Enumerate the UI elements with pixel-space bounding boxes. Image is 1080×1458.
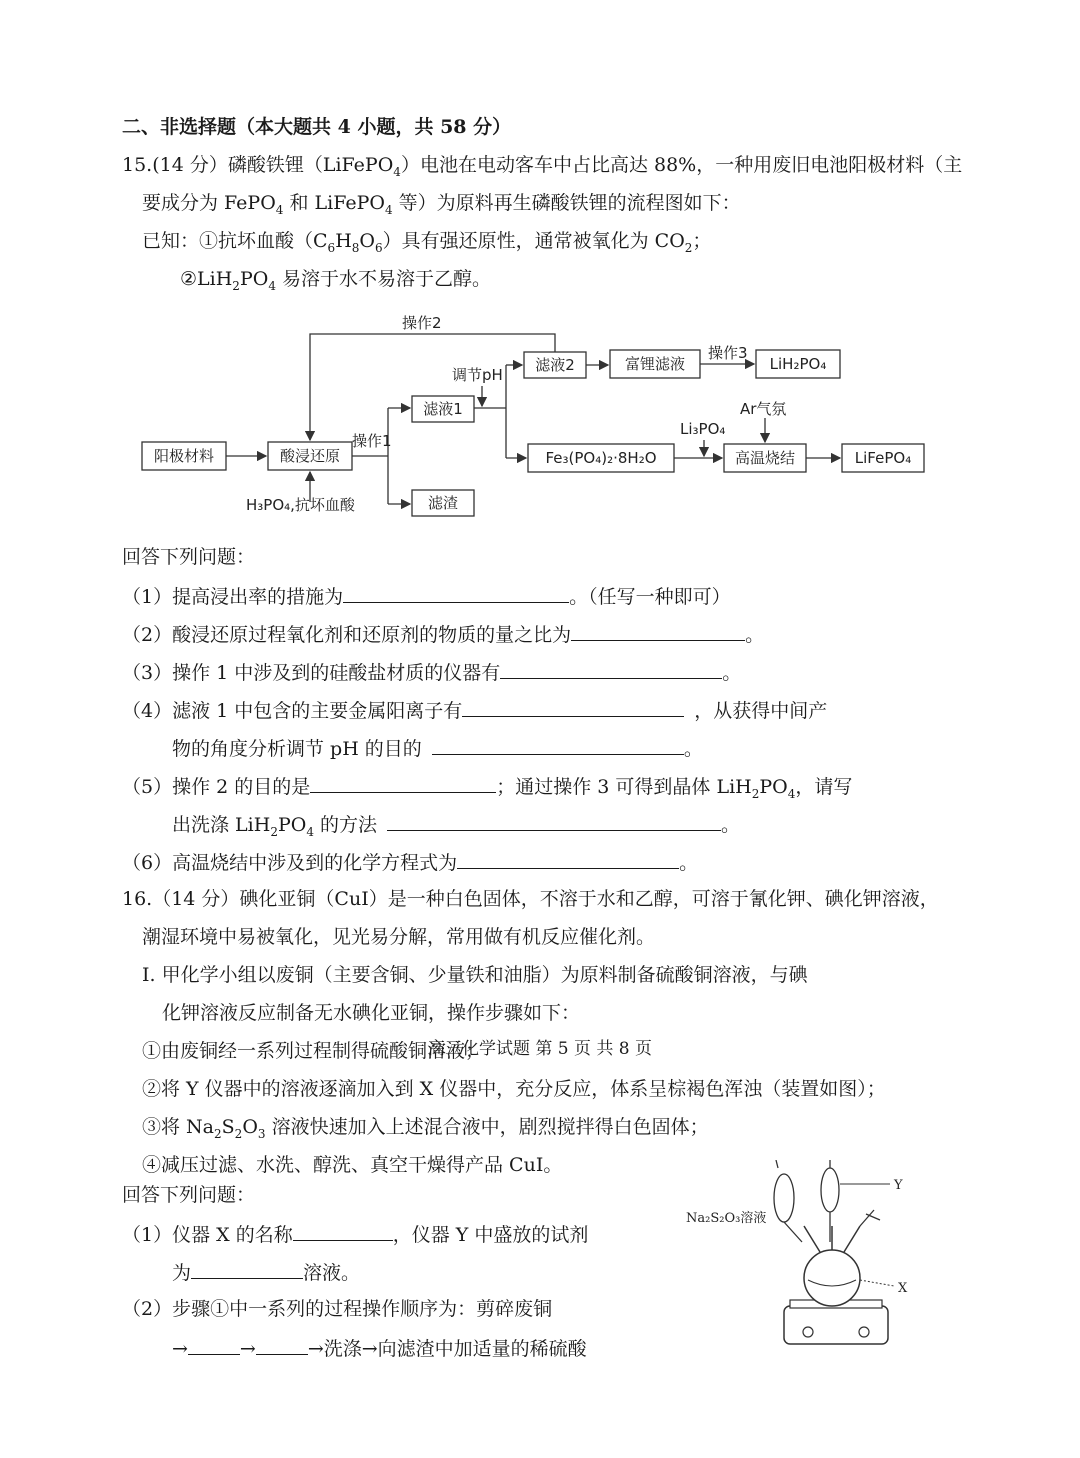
- q16-intro-line2: 潮湿环境中易被氧化，见光易分解，常用做有机反应催化剂。: [142, 926, 656, 948]
- label-reagent: H₃PO₄,抗坏血酸: [246, 496, 355, 514]
- apparatus-diagram: [680, 1160, 930, 1360]
- answer-blank[interactable]: [500, 658, 722, 679]
- answer-blank[interactable]: [387, 810, 721, 831]
- q15-sub5-line1: （5）操作 2 的目的是 ；通过操作 3 可得到晶体 $LiH_2PO_4$，请写: [122, 772, 852, 800]
- q16-part1-line1: I. 甲化学小组以废铜（主要含铜、少量铁和油脂）为原料制备硫酸铜溶液，与碘: [142, 964, 808, 986]
- box-lih2po4-label: LiH₂PO₄: [769, 355, 827, 373]
- label-na2s2o3: Na₂S₂O₃溶液: [686, 1211, 767, 1226]
- answer-blank[interactable]: [310, 772, 496, 793]
- label-op2: 操作2: [402, 314, 442, 332]
- q16-answer-prompt: 回答下列问题：: [122, 1184, 256, 1206]
- label-y: Y: [894, 1178, 903, 1193]
- q15-intro-line2: 要成分为 FePO$_4$ 和 LiFePO$_4$ 等）为原料再生磷酸铁锂的流程图如下：: [142, 192, 741, 217]
- q15-sub5-line2: 出洗涤 $LiH_2PO_4$ 的方法 。: [172, 810, 740, 838]
- q16-step4: ④减压过滤、水洗、醇洗、真空干燥得产品 CuI。: [142, 1154, 563, 1176]
- q16-step2: ②将 Y 仪器中的溶液逐滴加入到 X 仪器中，充分反应，体系呈棕褐色浑浊（装置如图）；: [142, 1078, 886, 1100]
- q15-sub4-line2: 物的角度分析调节 pH 的目的 。: [172, 734, 703, 762]
- box-filtrate1-label: 滤液1: [423, 400, 463, 418]
- q15-known-1: 已知：①抗坏血酸$(C_6H_8O_6)$具有强还原性，通常被氧化为 $CO_2$；: [142, 230, 712, 255]
- q16-step1: ①由废铜经一系列过程制得硫酸铜溶液；: [142, 1040, 485, 1062]
- q15-answer-prompt: 回答下列问题：: [122, 546, 256, 568]
- label-adjust-ph: 调节pH: [452, 366, 503, 384]
- label-op1: 操作1: [352, 432, 392, 450]
- box-sinter-label: 高温烧结: [734, 449, 796, 467]
- box-residue-label: 滤渣: [427, 494, 459, 512]
- page-footer: 高三化学试题 第 5 页 共 8 页: [427, 1039, 653, 1059]
- section-title: 二、非选择题（本大题共 4 小题，共 58 分）: [122, 116, 512, 138]
- q16-sub2-line1: （2）步骤①中一系列的过程操作顺序为：剪碎废铜: [122, 1298, 553, 1320]
- q16-intro-line1: 16.（14 分）碘化亚铜（CuI）是一种白色固体，不溶于水和乙醇，可溶于氰化钾、碘化钾溶液，: [122, 888, 939, 910]
- q16-step3: ③将 $Na_2S_2O_3$ 溶液快速加入上述混合液中，剧烈搅拌得白色固体；: [142, 1116, 709, 1141]
- box-li-rich-label: 富锂滤液: [624, 355, 686, 373]
- box-filtrate2-label: 滤液2: [535, 356, 575, 374]
- label-li3po4: Li₃PO₄: [680, 420, 726, 438]
- q16-sub2-line2: → → →洗涤→向滤渣中加适量的稀硫酸: [172, 1334, 587, 1362]
- answer-blank[interactable]: [191, 1258, 303, 1279]
- dropping-funnel-y: [821, 1168, 839, 1212]
- q15-known-2: $②LiH_2PO_4$ 易溶于水不易溶于乙醇。: [180, 268, 491, 293]
- q15-sub4-line1: （4）滤液 1 中包含的主要金属阳离子有 ，从获得中间产: [122, 696, 827, 724]
- q15-intro-line1: 15.(14 分）磷酸铁锂（LiFePO$_4$）电池在电动客车中占比高达 88%，一种用废旧电池阳极材料（主: [122, 154, 963, 179]
- box-lifepo4-label: LiFePO₄: [854, 449, 912, 467]
- answer-blank[interactable]: [462, 696, 684, 717]
- answer-blank[interactable]: [571, 620, 745, 641]
- q15-sub1: （1）提高浸出率的措施为 。（任写一种即可）: [122, 582, 731, 610]
- label-ar: Ar气氛: [740, 400, 787, 418]
- answer-blank[interactable]: [188, 1334, 240, 1355]
- answer-blank[interactable]: [293, 1220, 393, 1241]
- box-fe-phosphate-label: Fe₃(PO₄)₂·8H₂O: [545, 449, 657, 467]
- answer-blank[interactable]: [343, 582, 569, 603]
- q16-sub1-line1: （1）仪器 X 的名称 ，仪器 Y 中盛放的试剂: [122, 1220, 588, 1248]
- magnetic-stirrer: [784, 1306, 888, 1344]
- box-acid-leach-label: 酸浸还原: [279, 447, 341, 465]
- answer-blank[interactable]: [457, 848, 679, 869]
- answer-blank[interactable]: [256, 1334, 308, 1355]
- label-x: X: [898, 1281, 908, 1296]
- answer-blank[interactable]: [432, 734, 684, 755]
- leader-x: [860, 1280, 894, 1286]
- three-neck-flask-x: [804, 1250, 860, 1306]
- q15-sub3: （3）操作 1 中涉及到的硅酸盐材质的仪器有 。: [122, 658, 741, 686]
- q15-sub6: （6）高温烧结中涉及到的化学方程式为 。: [122, 848, 698, 876]
- process-flowchart: [130, 300, 950, 530]
- q16-sub1-line2: 为 溶液。: [172, 1258, 360, 1286]
- box-anode-label: 阳极材料: [153, 447, 215, 465]
- q16-part1-line2: 化钾溶液反应制备无水碘化亚铜，操作步骤如下：: [162, 1002, 581, 1024]
- q15-sub2: （2）酸浸还原过程氧化剂和还原剂的物质的量之比为 。: [122, 620, 764, 648]
- label-op3: 操作3: [708, 344, 748, 362]
- dropping-funnel-left: [774, 1174, 794, 1222]
